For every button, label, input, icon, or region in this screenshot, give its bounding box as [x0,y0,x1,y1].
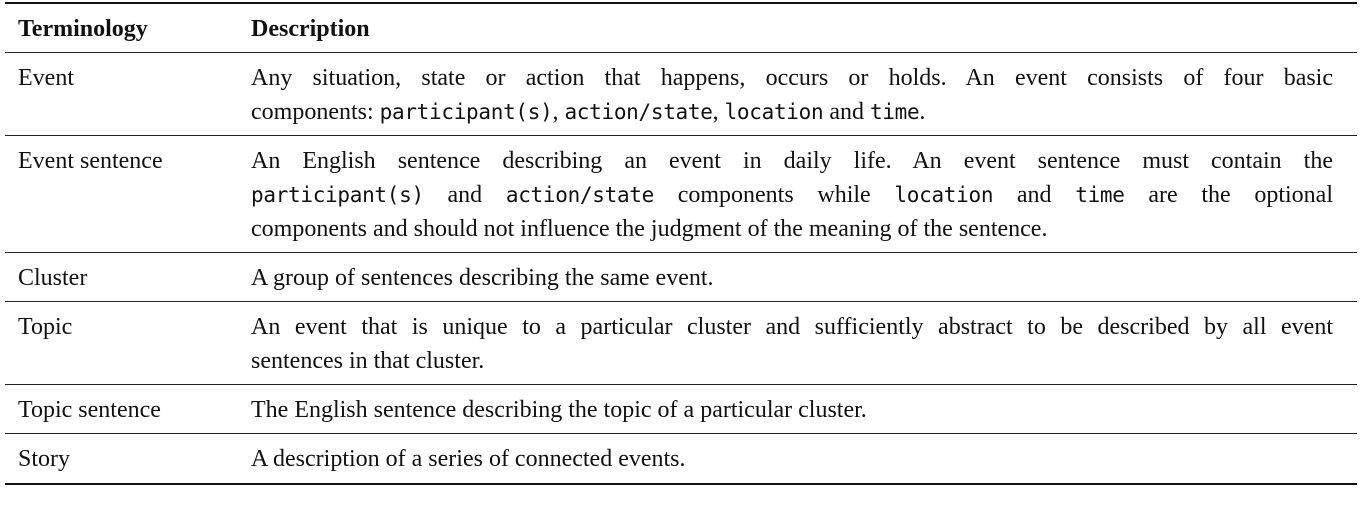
code-term-time: time [1075,183,1125,207]
terminology-table [5,0,1357,485]
table-row-topic-sentence [5,385,1357,433]
description-text: . [919,99,926,125]
description-cell [251,310,1333,378]
term-cell: Story [18,446,71,472]
table-header-row [5,4,1357,52]
description-text: and [993,182,1076,208]
term-cell: Topic sentence [18,397,161,423]
code-term-action-state: action/state [564,100,713,124]
description-text: components while [654,182,895,208]
term-cell: Event [18,65,74,91]
description-line: sentences in that cluster. [251,348,485,374]
term-cell: Cluster [18,265,88,291]
description-text: , [712,99,725,125]
table-row-event-sentence [5,136,1357,252]
description-text: components: [251,99,380,125]
header-description: Description [251,16,370,42]
term-cell: Event sentence [18,148,163,174]
code-term-action-state: action/state [505,183,654,207]
table-row-cluster [5,253,1357,301]
description-line: Any situation, state or action that happens, occurs or holds. An event consists of four basic [251,65,1333,91]
description-cell [251,144,1333,246]
description-cell [251,61,1333,129]
table-bottom-rule [5,483,1357,485]
code-term-time: time [870,100,920,124]
description-line: components and should not influence the judgment of the meaning of the sentence. [251,216,1048,242]
description-line: An English sentence describing an event in daily life. An event sentence must contain the [251,148,1333,174]
table-row-story [5,434,1357,483]
description-cell: The English sentence describing the topic of a particular cluster. [251,397,867,423]
table-row-topic [5,302,1357,384]
term-cell: Topic [18,314,73,340]
description-text: and [823,99,870,125]
code-term-participants: participant(s) [379,100,553,124]
code-term-location: location [724,100,824,124]
description-text: and [423,182,506,208]
description-cell: A description of a series of connected events. [251,446,686,472]
header-terminology: Terminology [18,16,148,42]
code-term-location: location [894,183,994,207]
description-text: , [552,99,565,125]
description-line [251,95,1333,129]
description-text: are the optional [1124,182,1333,208]
code-term-participants: participant(s) [251,183,424,207]
table-row-event [5,53,1357,135]
description-line: An event that is unique to a particular cluster and sufficiently abstract to be described by all event [251,314,1333,340]
description-cell: A group of sentences describing the same event. [251,265,714,291]
description-line [251,178,1333,212]
